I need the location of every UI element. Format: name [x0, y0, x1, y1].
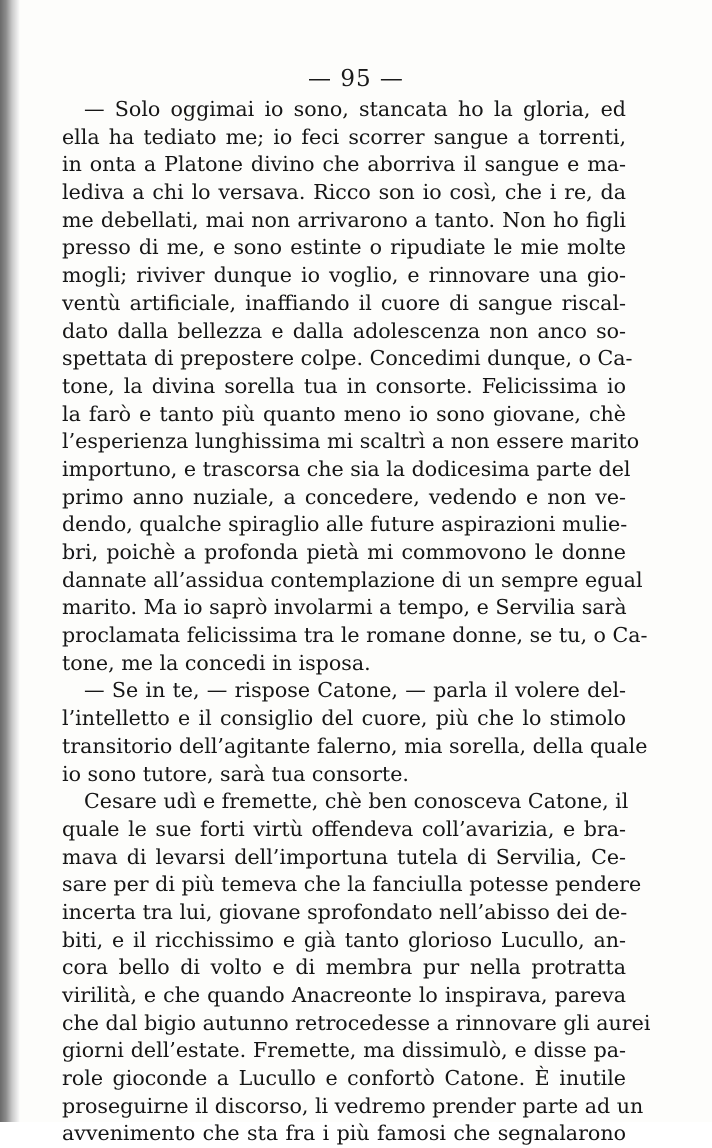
text-line: marito. Ma io saprò involarmi a tempo, e Servilia sarà	[62, 595, 627, 620]
text-line: in onta a Platone divino che aborriva il sangue e ma-	[62, 152, 626, 177]
text-line: la farò e tanto più quanto meno io sono giovane, chè	[62, 401, 626, 426]
text-line: bri, poichè a profonda pietà mi commovono le donne	[62, 540, 626, 564]
text-line: virilità, e che quando Anacreonte lo inspirava, pareva	[62, 983, 626, 1007]
text-line: quale le sue forti virtù offendeva coll’avarizia, e bra-	[62, 816, 626, 841]
text-line: importuno, e trascorsa che sia la dodicesima parte del	[62, 456, 631, 481]
text-line: l’intelletto e il consiglio del cuore, più che lo stimolo	[62, 706, 626, 731]
page-number: — 95 —	[308, 66, 404, 92]
text-line: ventù artificiale, inaffiando il cuore di sangue riscal-	[62, 290, 626, 315]
text-line: tone, me la concedi in isposa.	[62, 650, 371, 675]
text-line: me debellati, mai non arrivarono a tanto. Non ho figli	[62, 207, 626, 232]
page-binding-shadow	[0, 0, 20, 1122]
text-line: Cesare udì e fremette, chè ben conosceva Catone, il	[84, 789, 629, 814]
text-line: l’esperienza lunghissima mi scaltrì a non essere marito	[62, 429, 640, 454]
text-line: transitorio dell’agitante falerno, mia sorella, della quale	[62, 733, 648, 758]
text-line: ella ha tediato me; io feci scorrer sangue a torrenti,	[62, 124, 626, 149]
text-line: che dal bigio autunno retrocedesse a rinnovare gli aurei	[62, 1010, 651, 1035]
text-line: role gioconde a Lucullo e confortò Catone. È inutile	[62, 1066, 626, 1091]
text-line: proseguirne il discorso, li vedremo prender parte ad un	[62, 1093, 644, 1118]
text-line: giorni dell’estate. Fremette, ma dissimulò, e disse pa-	[62, 1038, 626, 1063]
text-line: mogli; riviver dunque io voglio, e rinnovare una gio-	[62, 263, 626, 288]
text-line: incerta tra lui, giovane sprofondato nell’abisso dei de-	[62, 899, 628, 924]
text-line: — Se in te, — rispose Catone, — parla il volere del-	[84, 678, 626, 703]
text-line: avvenimento che sta fra i più famosi che segnalarono	[62, 1121, 626, 1146]
text-line: mava di levarsi dell’importuna tutela di Servilia, Ce-	[62, 844, 626, 869]
text-line: tone, la divina sorella tua in consorte. Felicissima io	[62, 373, 626, 398]
text-line: presso di me, e sono estinte o ripudiate le mie molte	[62, 235, 626, 260]
text-line: primo anno nuziale, a concedere, vedendo e non ve-	[62, 484, 626, 509]
text-line: sare per di più temeva che la fanciulla potesse pendere	[62, 872, 642, 897]
text-line: — Solo oggimai io sono, stancata ho la gloria, ed	[84, 97, 626, 121]
text-line: lediva a chi lo versava. Ricco son io così, che i re, da	[62, 180, 626, 205]
text-line: dendo, qualche spiraglio alle future aspirazioni mulie-	[62, 512, 628, 537]
text-line: io sono tutore, sarà tua consorte.	[62, 761, 409, 786]
text-line: biti, e il ricchissimo e già tanto glorioso Lucullo, an-	[62, 927, 626, 952]
text-line: proclamata felicissima tra le romane donne, se tu, o Ca-	[62, 623, 648, 648]
text-line: dannate all’assidua contemplazione di un sempre egual	[62, 567, 643, 592]
body-text	[62, 96, 651, 1148]
text-line: dato dalla bellezza e dalla adolescenza non anco so-	[62, 318, 626, 343]
text-line: cora bello di volto e di membra pur nella protratta	[62, 955, 626, 980]
text-line: spettata di prepostere colpe. Concedimi dunque, o Ca-	[62, 346, 633, 371]
